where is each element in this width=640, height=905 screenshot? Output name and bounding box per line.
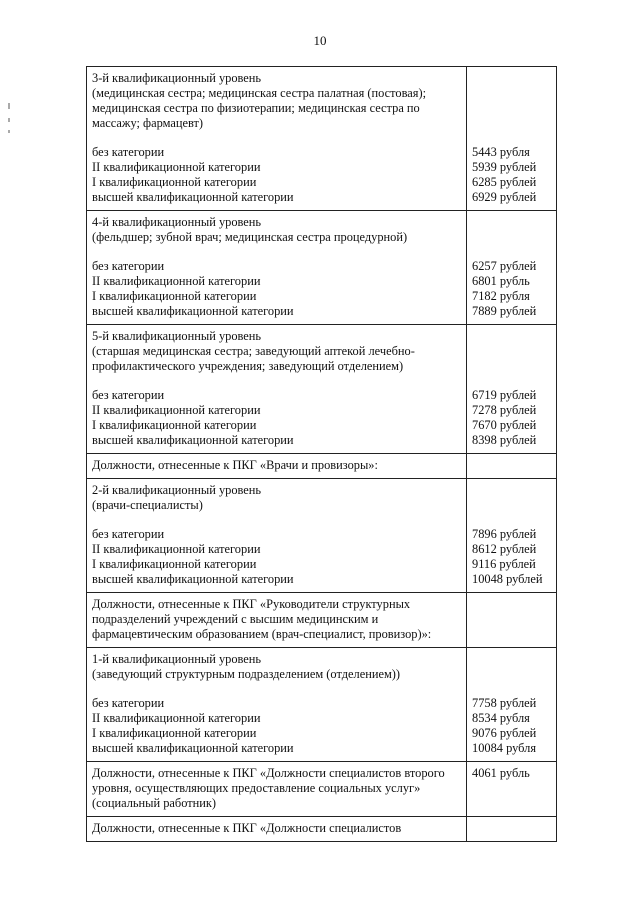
- positions-text: (фельдшер; зубной врач; медицинская сестра процедурной): [92, 230, 408, 244]
- category-label: без категории: [92, 696, 165, 710]
- level-row: [87, 67, 557, 211]
- salary-cell: [467, 67, 557, 211]
- group-row: [87, 454, 557, 479]
- salary-amount: 4061 рубль: [472, 766, 530, 780]
- group-title: фармацевтическим образованием (врач-специалист, провизор)»:: [92, 627, 432, 641]
- salary-amount: 10084 рубля: [472, 741, 537, 755]
- level-row: [87, 325, 557, 454]
- positions-text: (заведующий структурным подразделением (отделением)): [92, 667, 401, 681]
- description-cell: [87, 648, 467, 762]
- salary-amount: 7896 рублей: [472, 527, 537, 541]
- salary-amount: 6257 рублей: [472, 259, 537, 273]
- salary-amount: 8612 рублей: [472, 542, 537, 556]
- salary-cell: [467, 211, 557, 325]
- positions-text: массажу; фармацевт): [92, 116, 204, 130]
- category-label: без категории: [92, 145, 165, 159]
- group-title: Должности, отнесенные к ПКГ «Должности специалистов второго: [92, 766, 445, 780]
- positions-text: профилактического учреждения; заведующий отделением): [92, 359, 404, 373]
- salary-cell: [467, 593, 557, 648]
- group-title: Должности, отнесенные к ПКГ «Врачи и провизоры»:: [92, 458, 378, 472]
- group-title: подразделений учреждений с высшим медицинским и: [92, 612, 379, 626]
- table-body: [87, 67, 557, 842]
- description-cell: [87, 325, 467, 454]
- description-cell: [87, 67, 467, 211]
- salary-amount: 5939 рублей: [472, 160, 537, 174]
- category-label: высшей квалификационной категории: [92, 190, 294, 204]
- salary-amount: 9076 рублей: [472, 726, 537, 740]
- salary-cell: [467, 479, 557, 593]
- salary-cell: [467, 325, 557, 454]
- qualification-level: 5-й квалификационный уровень: [92, 329, 262, 343]
- salary-amount: 6929 рублей: [472, 190, 537, 204]
- category-label: без категории: [92, 388, 165, 402]
- category-label: высшей квалификационной категории: [92, 572, 294, 586]
- level-row: [87, 211, 557, 325]
- salary-amount: 6801 рубль: [472, 274, 530, 288]
- salary-amount: 7670 рублей: [472, 418, 537, 432]
- salary-cell: [467, 762, 557, 817]
- salary-cell: [467, 454, 557, 479]
- category-label: I квалификационной категории: [92, 418, 257, 432]
- salary-amount: 7889 рублей: [472, 304, 537, 318]
- category-label: высшей квалификационной категории: [92, 304, 294, 318]
- category-label: II квалификационной категории: [92, 274, 261, 288]
- description-cell: [87, 479, 467, 593]
- category-label: без категории: [92, 527, 165, 541]
- salary-amount: 7182 рубля: [472, 289, 530, 303]
- salary-amount: 7758 рублей: [472, 696, 537, 710]
- description-cell: [87, 817, 467, 842]
- level-row: [87, 648, 557, 762]
- positions-text: медицинская сестра по физиотерапии; медицинская сестра по: [92, 101, 420, 115]
- salary-cell: [467, 817, 557, 842]
- category-label: без категории: [92, 259, 165, 273]
- margin-mark: [8, 130, 10, 133]
- category-label: I квалификационной категории: [92, 557, 257, 571]
- salary-amount: 5443 рубля: [472, 145, 530, 159]
- positions-text: (медицинская сестра; медицинская сестра палатная (постовая);: [92, 86, 427, 100]
- description-cell: [87, 454, 467, 479]
- salary-table: [86, 66, 557, 842]
- category-label: I квалификационной категории: [92, 175, 257, 189]
- qualification-level: 3-й квалификационный уровень: [92, 71, 262, 85]
- margin-mark: [8, 103, 10, 109]
- salary-amount: 10048 рублей: [472, 572, 543, 586]
- salary-amount: 6285 рублей: [472, 175, 537, 189]
- positions-text: (врачи-специалисты): [92, 498, 203, 512]
- group-title: Должности, отнесенные к ПКГ «Должности специалистов: [92, 821, 402, 835]
- category-label: II квалификационной категории: [92, 403, 261, 417]
- qualification-level: 4-й квалификационный уровень: [92, 215, 262, 229]
- description-cell: [87, 762, 467, 817]
- salary-amount: 8534 рубля: [472, 711, 530, 725]
- category-label: высшей квалификационной категории: [92, 433, 294, 447]
- salary-amount: 7278 рублей: [472, 403, 537, 417]
- category-label: II квалификационной категории: [92, 542, 261, 556]
- group-row: [87, 817, 557, 842]
- page-number: 10: [313, 33, 327, 48]
- salary-amount: 8398 рублей: [472, 433, 537, 447]
- category-label: II квалификационной категории: [92, 711, 261, 725]
- positions-text: (старшая медицинская сестра; заведующий аптекой лечебно-: [92, 344, 415, 358]
- group-title: уровня, осуществляющих предоставление социальных услуг»: [92, 781, 421, 795]
- level-row: [87, 479, 557, 593]
- category-label: II квалификационной категории: [92, 160, 261, 174]
- margin-mark: [8, 118, 10, 122]
- group-row: [87, 593, 557, 648]
- salary-amount: 9116 рублей: [472, 557, 536, 571]
- qualification-level: 1-й квалификационный уровень: [92, 652, 262, 666]
- description-cell: [87, 593, 467, 648]
- category-label: I квалификационной категории: [92, 726, 257, 740]
- category-label: высшей квалификационной категории: [92, 741, 294, 755]
- salary-cell: [467, 648, 557, 762]
- salary-amount: 6719 рублей: [472, 388, 537, 402]
- category-label: I квалификационной категории: [92, 289, 257, 303]
- group-row: [87, 762, 557, 817]
- group-title: (социальный работник): [92, 796, 217, 810]
- qualification-level: 2-й квалификационный уровень: [92, 483, 262, 497]
- group-title: Должности, отнесенные к ПКГ «Руководители структурных: [92, 597, 411, 611]
- description-cell: [87, 211, 467, 325]
